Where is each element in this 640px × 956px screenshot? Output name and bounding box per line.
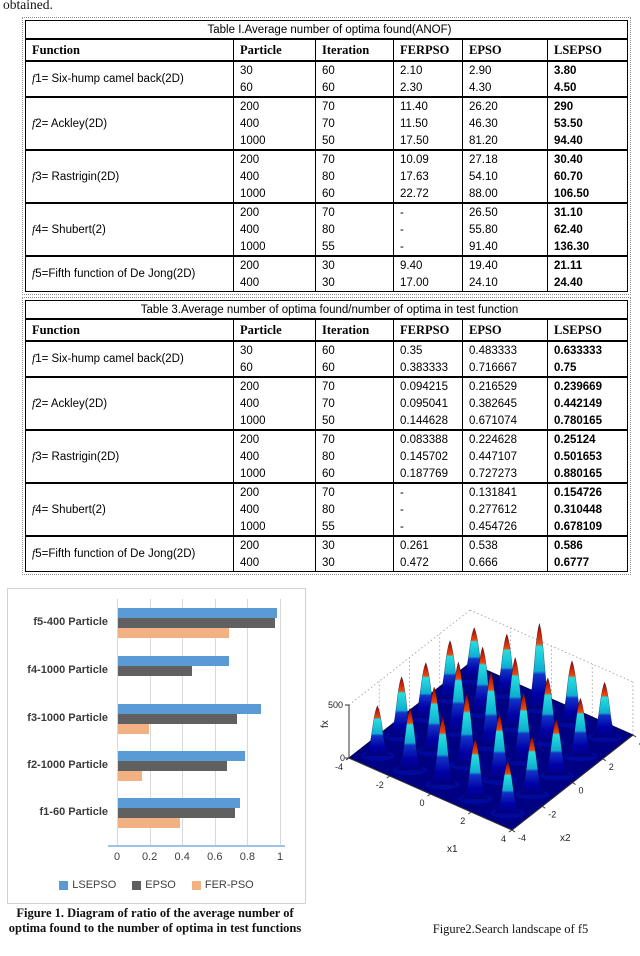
table-cell: 400 [234,274,316,292]
table-cell: 0.716667 [463,359,548,377]
table-cell: 55.80 [463,221,548,238]
function-cell: f1= Six-hump camel back(2D) [26,61,234,97]
table-cell: 0.35 [394,341,463,359]
legend-item [132,879,176,891]
table-cell: 81.20 [463,132,548,150]
column-header: Particle [234,319,316,341]
table-cell: 10.09 [394,150,463,168]
axis-tick-label: 500 [327,700,343,710]
table-cell: 60.70 [548,168,628,185]
table-cell: 200 [234,483,316,501]
category-label: f2-1000 Particle [27,759,108,771]
figure2-caption: Figure2.Search landscape of f5 [432,922,589,936]
page-fragment-text: obtained. [3,0,53,12]
table-cell: 0.261 [394,536,463,554]
table-cell: 55 [316,518,394,536]
table-cell: 9.40 [394,256,463,274]
axis-tick-label: 4 [500,834,506,844]
table-cell: 70 [316,150,394,168]
table-cell: 55 [316,238,394,256]
table-row [26,61,628,79]
axis-line [509,830,512,832]
table-cell: 400 [234,168,316,185]
table-header-row [26,39,628,61]
column-header: EPSO [463,39,548,61]
axis-line [387,776,390,778]
table-cell: 30 [234,61,316,79]
table-cell: 400 [234,221,316,238]
table-cell: 27.18 [463,150,548,168]
category-label: f5-400 Particle [33,616,108,628]
legend-item [59,879,116,891]
table-cell: - [394,238,463,256]
table-cell: 4.30 [463,79,548,97]
table-cell: 0.131841 [463,483,548,501]
table-cell: 200 [234,536,316,554]
column-header: FERPSO [394,39,463,61]
table-cell: 91.40 [463,238,548,256]
table-cell: 0.083388 [394,430,463,448]
column-header: EPSO [463,319,548,341]
function-cell: f5=Fifth function of De Jong(2D) [26,536,234,572]
table-row [26,97,628,115]
z-axis-label: fx [320,720,331,728]
legend-swatch-icon [132,881,141,890]
table-cell: 30 [316,536,394,554]
table-cell: 0.678109 [548,518,628,536]
table-cell: 80 [316,168,394,185]
table-cell: 1000 [234,238,316,256]
axis-line [468,812,471,814]
category-label: f4-1000 Particle [27,664,108,676]
table-cell: 70 [316,483,394,501]
table-cell: 50 [316,412,394,430]
chart-gridline [280,599,281,845]
table-cell: - [394,203,463,221]
column-header: Iteration [316,39,394,61]
table-cell: 4.50 [548,79,628,97]
function-cell: f3= Rastrigin(2D) [26,430,234,483]
table-row [26,341,628,359]
table-cell: 1000 [234,185,316,203]
table-cell: 0.239669 [548,377,628,395]
table-cell: 0.6777 [548,554,628,572]
table-cell: 0.25124 [548,430,628,448]
table-caption: Table 3.Average number of optima found/number of optima in test function [26,301,628,320]
axis-tick-label: 0 [578,785,584,796]
table-cell: 400 [234,395,316,412]
bar-epso [118,618,275,628]
table-cell: 0.095041 [394,395,463,412]
table-cell: 0.75 [548,359,628,377]
table-cell: 80 [316,448,394,465]
table-cell: 0.472 [394,554,463,572]
axis-tick-label: -2 [375,780,384,790]
table-cell: 80 [316,501,394,518]
chart-gridline [247,599,248,845]
table-cell: - [394,221,463,238]
table-cell: 3.80 [548,61,628,79]
table-header-row [26,319,628,341]
table-cell: 70 [316,377,394,395]
column-header: FERPSO [394,319,463,341]
table-cell: 17.63 [394,168,463,185]
table-cell: 24.40 [548,274,628,292]
table-cell: 0.447107 [463,448,548,465]
table-cell: 0.780165 [548,412,628,430]
table-cell: 200 [234,150,316,168]
axis-line [573,783,576,785]
table-cell: 60 [316,341,394,359]
table-cell: - [394,518,463,536]
table-cell: 400 [234,115,316,132]
column-header: Iteration [316,319,394,341]
table-cell: 30 [316,274,394,292]
table-cell: 30 [316,256,394,274]
table-cell: 200 [234,377,316,395]
table-cell: 30 [316,554,394,572]
table-cell: 1000 [234,412,316,430]
axis-line [633,735,636,737]
table-cell: 26.50 [463,203,548,221]
table-cell: 70 [316,203,394,221]
table-cell: 0.145702 [394,448,463,465]
axis-line [542,806,545,808]
table-cell: 0.538 [463,536,548,554]
table-row [26,150,628,168]
table-cell: 60 [316,359,394,377]
table-cell: 0.187769 [394,465,463,483]
table-cell: 11.40 [394,97,463,115]
column-header: Function [26,319,234,341]
figure1-caption: Figure 1. Diagram of ratio of the average number of optima found to the number of optima in test functions [8,906,302,935]
table-cell: - [394,501,463,518]
function-cell: f1= Six-hump camel back(2D) [26,341,234,377]
axis-tick-label: 2 [608,761,614,772]
axis-tick-label: 2 [460,816,466,826]
axis-line [603,759,606,761]
legend-label: EPSO [145,879,176,891]
table-cell: 0.454726 [463,518,548,536]
bar-lsepso [118,798,240,808]
bar-lsepso [118,751,245,761]
table-row [26,483,628,501]
x-axis-tick-label: 0.8 [239,851,256,863]
x-axis-tick-label: 0.4 [174,851,190,863]
table-cell: 94.40 [548,132,628,150]
legend-label: LSEPSO [72,879,117,891]
table-row [26,536,628,554]
bar-lsepso [118,704,261,714]
category-label: f1-60 Particle [39,806,108,818]
table-cell: 17.50 [394,132,463,150]
table-cell: 200 [234,97,316,115]
table-cell: 0.666 [463,554,548,572]
table-cell: 21.11 [548,256,628,274]
table-cell: 106.50 [548,185,628,203]
axis-line [428,794,431,796]
table-cell: 290 [548,97,628,115]
table-cell: 136.30 [548,238,628,256]
function-cell: f4= Shubert(2) [26,483,234,536]
table-cell: 60 [316,185,394,203]
table-cell: 30 [234,341,316,359]
table-cell: 400 [234,554,316,572]
chart-legend [8,879,305,891]
category-label: f3-1000 Particle [27,711,108,724]
table-cell: 70 [316,115,394,132]
table-caption: Table I.Average number of optima found(ANOF) [26,21,628,40]
table-cell: 400 [234,448,316,465]
table-cell: 200 [234,430,316,448]
table-row [26,203,628,221]
table-cell: 200 [234,203,316,221]
table-cell: 46.30 [463,115,548,132]
table-cell: 30.40 [548,150,628,168]
table-cell: 11.50 [394,115,463,132]
table-cell: 50 [316,132,394,150]
table-cell: 60 [316,61,394,79]
legend-label: FER-PSO [204,879,254,891]
legend-swatch-icon [59,881,68,890]
table-cell: 0.154726 [548,483,628,501]
table-cell: 0.382645 [463,395,548,412]
x2-axis-label: x2 [560,833,571,844]
table-cell: 60 [234,79,316,97]
x-axis-tick-label: 0 [113,851,121,863]
table-cell: 80 [316,221,394,238]
table-cell: 2.10 [394,61,463,79]
table-cell: 400 [234,501,316,518]
table-cell: 0.671074 [463,412,548,430]
table-cell: 70 [316,97,394,115]
legend-swatch-icon [192,881,201,890]
table-ratio [25,300,628,572]
table-cell: 0.483333 [463,341,548,359]
column-header: LSEPSO [548,39,628,61]
figure2-surface-plot [320,598,640,898]
bar-lsepso [118,608,277,618]
bar-lsepso [118,656,229,666]
legend-item [192,879,254,891]
table-cell: 0.094215 [394,377,463,395]
function-cell: f2= Ackley(2D) [26,377,234,430]
bar-fer-pso [118,771,142,781]
table-row [26,377,628,395]
table-cell: 60 [316,79,394,97]
column-header: Function [26,39,234,61]
table-cell: 1000 [234,132,316,150]
table-cell: 24.10 [463,274,548,292]
table-cell: 0.727273 [463,465,548,483]
table-cell: 62.40 [548,221,628,238]
table-anof [25,20,628,292]
function-cell: f5=Fifth function of De Jong(2D) [26,256,234,292]
figure1-bar-chart [7,588,306,904]
axis-tick-label: -4 [518,833,527,843]
table-cell: 26.20 [463,97,548,115]
table-cell: 53.50 [548,115,628,132]
bar-fer-pso [118,724,149,734]
axis-tick-label: 0 [339,753,345,763]
table-cell: 0.310448 [548,501,628,518]
axis-tick-label: -4 [334,762,343,772]
table-cell: 0.216529 [463,377,548,395]
table-cell: 1000 [234,518,316,536]
table-row [26,430,628,448]
table-cell: 31.10 [548,203,628,221]
table-cell: 0.501653 [548,448,628,465]
table-cell: 70 [316,395,394,412]
bar-epso [118,714,237,724]
table-cell: 0.442149 [548,395,628,412]
axis-tick-label: -2 [548,809,557,820]
table-cell: 0.880165 [548,465,628,483]
table-cell: 0.586 [548,536,628,554]
function-cell: f3= Rastrigin(2D) [26,150,234,203]
table-cell: 19.40 [463,256,548,274]
table-cell: 200 [234,256,316,274]
x-axis-tick-label: 0.2 [141,851,158,863]
axis-tick-label: 0 [419,798,425,808]
table-cell: 17.00 [394,274,463,292]
bar-epso [118,666,192,676]
table-cell: 60 [316,465,394,483]
table-cell: - [394,483,463,501]
table-cell: 0.633333 [548,341,628,359]
table-cell: 60 [234,359,316,377]
axis-line [512,830,515,832]
column-header: Particle [234,39,316,61]
x-axis-tick-label: 0.6 [207,851,223,863]
table-cell: 22.72 [394,185,463,203]
bar-epso [118,761,227,771]
table-cell: 1000 [234,465,316,483]
column-header: LSEPSO [548,319,628,341]
x-axis-tick-label: 1 [276,851,284,863]
bar-fer-pso [118,628,229,638]
table-cell: 2.30 [394,79,463,97]
table-cell: 2.90 [463,61,548,79]
table-cell: 70 [316,430,394,448]
function-cell: f2= Ackley(2D) [26,97,234,150]
function-cell: f4= Shubert(2) [26,203,234,256]
table-cell: 88.00 [463,185,548,203]
table-cell: 0.277612 [463,501,548,518]
table-row [26,256,628,274]
table-cell: 54.10 [463,168,548,185]
table-cell: 0.383333 [394,359,463,377]
table-cell: 0.224628 [463,430,548,448]
x1-axis-label: x1 [447,844,458,855]
bar-epso [118,808,235,818]
x-axis-line [108,845,285,847]
bar-fer-pso [118,818,180,828]
table-cell: 0.144628 [394,412,463,430]
